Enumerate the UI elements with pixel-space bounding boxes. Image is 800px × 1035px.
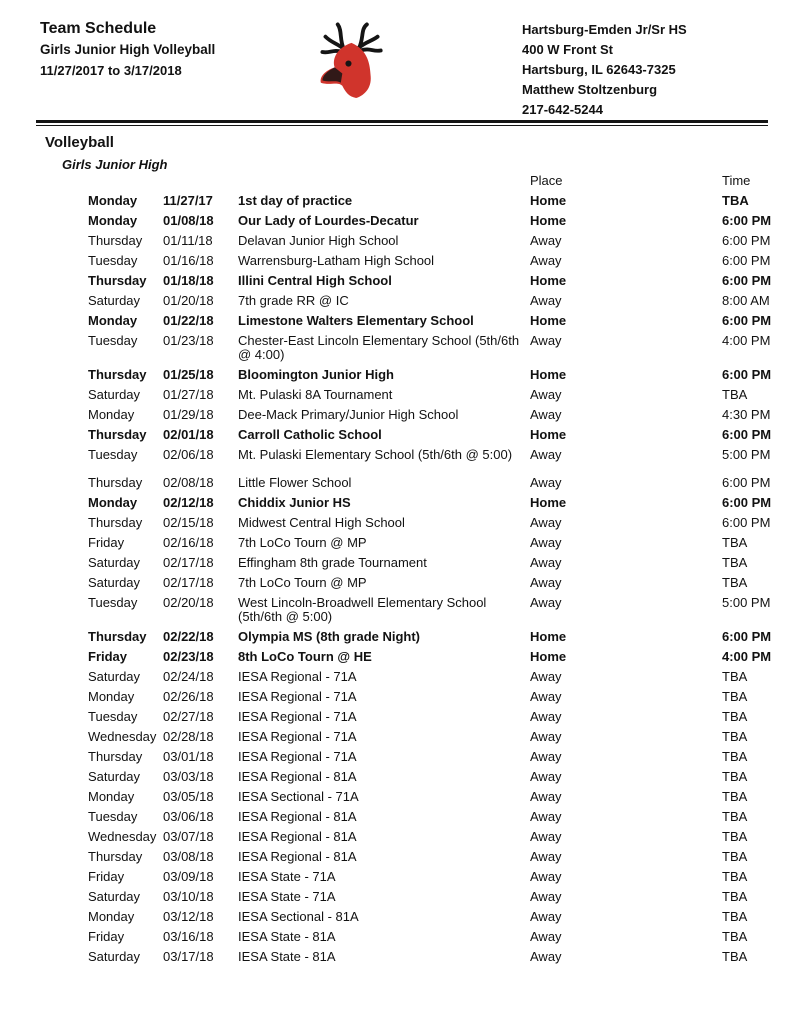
cell-place: Home	[530, 648, 567, 664]
cell-time: 6:00 PM	[722, 426, 772, 442]
cell-day: Wednesday	[88, 728, 157, 744]
cell-day: Saturday	[88, 575, 141, 590]
cell-time: 6:00 PM	[722, 233, 771, 248]
schedule-row	[0, 690, 800, 704]
cell-place: Away	[530, 575, 562, 590]
table-header	[0, 174, 800, 188]
cell-date: 01/27/18	[163, 386, 214, 402]
cell-opponent: IESA Regional - 81A	[238, 768, 357, 784]
cell-time: TBA	[722, 888, 748, 904]
schedule-row	[0, 870, 800, 884]
cell-date: 01/22/18	[163, 313, 214, 328]
schedule-row	[0, 368, 800, 382]
schedule-row	[0, 790, 800, 804]
cell-day: Wednesday	[88, 828, 157, 844]
cell-place: Away	[530, 535, 562, 550]
cell-day: Thursday	[88, 475, 143, 490]
cell-opponent: Limestone Walters Elementary School	[238, 313, 474, 328]
cell-opponent: Chester-East Lincoln Elementary School (5th/6th @ 4:00)	[238, 333, 520, 362]
cell-opponent: 8th LoCo Tourn @ HE	[238, 648, 372, 664]
schedule-row	[0, 274, 800, 288]
cell-place: Away	[530, 293, 562, 308]
date-range: 11/27/2017 to 3/17/2018	[40, 63, 182, 78]
cell-opponent: Mt. Pulaski 8A Tournament	[238, 386, 393, 402]
cell-opponent: Carroll Catholic School	[238, 426, 382, 442]
schedule-row	[0, 890, 800, 904]
cell-time: TBA	[722, 386, 748, 402]
cell-time: TBA	[722, 668, 748, 684]
cell-time: 5:00 PM	[722, 595, 771, 610]
cell-time: 6:00 PM	[722, 366, 772, 382]
cell-time: 6:00 PM	[722, 475, 771, 490]
cell-place: Away	[530, 908, 562, 924]
cell-time: 6:00 PM	[722, 313, 772, 328]
cell-day: Monday	[88, 788, 135, 804]
cell-date: 01/16/18	[163, 253, 214, 268]
cell-date: 01/11/18	[163, 233, 213, 248]
cell-day: Thursday	[88, 366, 147, 382]
schedule-row	[0, 388, 800, 402]
cell-time: TBA	[722, 193, 749, 208]
school-name: Hartsburg-Emden Jr/Sr HS	[522, 22, 687, 37]
cell-date: 02/16/18	[163, 535, 214, 550]
schedule-row	[0, 630, 800, 644]
cell-time: TBA	[722, 788, 748, 804]
cell-day: Friday	[88, 648, 128, 664]
cell-time: TBA	[722, 688, 748, 704]
cell-place: Away	[530, 708, 562, 724]
cell-date: 02/28/18	[163, 728, 214, 744]
cell-day: Thursday	[88, 515, 143, 530]
cell-time: TBA	[722, 948, 748, 964]
cell-opponent: IESA Regional - 71A	[238, 708, 357, 724]
header-divider	[36, 120, 768, 126]
cell-opponent: 7th LoCo Tourn @ MP	[238, 575, 367, 590]
cell-day: Tuesday	[88, 708, 138, 724]
cell-day: Friday	[88, 928, 125, 944]
schedule-row	[0, 810, 800, 824]
school-address1: 400 W Front St	[522, 42, 614, 57]
cell-opponent: Our Lady of Lourdes-Decatur	[238, 213, 419, 228]
schedule-row	[0, 408, 800, 422]
cell-day: Saturday	[88, 555, 141, 570]
schedule-row	[0, 234, 800, 248]
time-header: Time	[722, 173, 751, 188]
cell-opponent: Warrensburg-Latham High School	[238, 253, 435, 268]
cell-day: Thursday	[88, 233, 143, 248]
schedule-row	[0, 650, 800, 664]
cell-time: 6:00 PM	[722, 273, 772, 288]
cell-place: Away	[530, 788, 562, 804]
cell-day: Monday	[88, 313, 138, 328]
cell-opponent: 1st day of practice	[238, 193, 353, 208]
cell-date: 03/08/18	[163, 848, 214, 864]
cell-place: Away	[530, 768, 562, 784]
cell-date: 03/09/18	[163, 868, 214, 884]
cell-date: 03/17/18	[163, 948, 214, 964]
cell-opponent: Delavan Junior High School	[238, 233, 399, 248]
cell-date: 01/18/18	[163, 273, 214, 288]
schedule-row	[0, 476, 800, 490]
cell-day: Monday	[88, 688, 135, 704]
schedule-table	[0, 174, 800, 970]
cell-day: Saturday	[88, 668, 141, 684]
cell-place: Away	[530, 475, 562, 490]
schedule-row	[0, 710, 800, 724]
cell-place: Away	[530, 828, 562, 844]
cell-day: Thursday	[88, 273, 147, 288]
cell-time: TBA	[722, 575, 748, 590]
cell-opponent: IESA Sectional - 81A	[238, 908, 359, 924]
cell-place: Away	[530, 668, 562, 684]
schedule-row	[0, 930, 800, 944]
cell-date: 03/03/18	[163, 768, 214, 784]
cell-day: Thursday	[88, 426, 147, 442]
schedule-row	[0, 254, 800, 268]
cell-place: Home	[530, 213, 567, 228]
schedule-row	[0, 750, 800, 764]
cell-place: Away	[530, 595, 562, 610]
schedule-row	[0, 334, 800, 361]
cell-opponent: IESA Regional - 71A	[238, 688, 357, 704]
schedule-row	[0, 556, 800, 570]
cell-time: 6:00 PM	[722, 628, 772, 644]
cell-day: Saturday	[88, 768, 141, 784]
cell-time: 6:00 PM	[722, 515, 771, 530]
schedule-row	[0, 214, 800, 228]
cell-place: Home	[530, 313, 567, 328]
cell-date: 03/10/18	[163, 888, 214, 904]
cell-day: Monday	[88, 406, 135, 422]
schedule-row	[0, 516, 800, 530]
cell-opponent: Illini Central High School	[238, 273, 392, 288]
cell-date: 02/23/18	[163, 648, 214, 664]
place-header: Place	[530, 173, 563, 188]
stag-mascot-logo	[300, 12, 400, 112]
cell-time: TBA	[722, 748, 748, 764]
schedule-row	[0, 850, 800, 864]
cell-time: TBA	[722, 808, 748, 824]
team-title: Girls Junior High	[62, 157, 168, 172]
cell-opponent: IESA State - 71A	[238, 868, 336, 884]
cell-place: Away	[530, 808, 562, 824]
cell-day: Friday	[88, 535, 125, 550]
cell-place: Away	[530, 688, 562, 704]
cell-place: Away	[530, 253, 562, 268]
schedule-row	[0, 576, 800, 590]
cell-time: 8:00 AM	[722, 293, 770, 308]
cell-date: 02/15/18	[163, 515, 214, 530]
cell-opponent: Midwest Central High School	[238, 515, 405, 530]
cell-place: Away	[530, 728, 562, 744]
schedule-row	[0, 294, 800, 308]
schedule-row	[0, 428, 800, 442]
cell-place: Away	[530, 406, 562, 422]
cell-place: Home	[530, 193, 567, 208]
schedule-row	[0, 596, 800, 623]
spacer	[88, 174, 163, 188]
contact-phone: 217-642-5244	[522, 102, 603, 117]
cell-place: Away	[530, 446, 562, 462]
cell-opponent: IESA Regional - 71A	[238, 668, 357, 684]
cell-date: 03/16/18	[163, 928, 214, 944]
cell-opponent: Dee-Mack Primary/Junior High School	[238, 406, 459, 422]
cell-day: Monday	[88, 908, 135, 924]
cell-time: TBA	[722, 908, 748, 924]
schedule-row	[0, 910, 800, 924]
cell-day: Tuesday	[88, 808, 138, 824]
schedule-row	[0, 448, 800, 462]
cell-time: 5:00 PM	[722, 446, 771, 462]
spacer	[238, 174, 530, 188]
cell-time: 6:00 PM	[722, 495, 772, 510]
cell-date: 03/01/18	[163, 748, 214, 764]
cell-opponent: Mt. Pulaski Elementary School (5th/6th @ 5:00)	[238, 446, 513, 462]
cell-day: Tuesday	[88, 595, 138, 610]
cell-day: Saturday	[88, 888, 141, 904]
cell-opponent: IESA Sectional - 71A	[238, 788, 359, 804]
schedule-row	[0, 830, 800, 844]
cell-opponent: Olympia MS (8th grade Night)	[238, 628, 421, 644]
school-info	[522, 20, 687, 120]
cell-time: TBA	[722, 868, 748, 884]
cell-date: 02/24/18	[163, 668, 214, 684]
cell-place: Away	[530, 555, 562, 570]
cell-time: TBA	[722, 828, 748, 844]
schedule-row	[0, 496, 800, 510]
cell-opponent: Chiddix Junior HS	[238, 495, 351, 510]
cell-place: Home	[530, 273, 567, 288]
cell-date: 11/27/17	[163, 193, 213, 208]
cell-date: 01/25/18	[163, 366, 214, 382]
cell-time: TBA	[722, 555, 748, 570]
schedule-row	[0, 730, 800, 744]
cell-date: 02/08/18	[163, 475, 214, 490]
cell-date: 02/27/18	[163, 708, 214, 724]
cell-day: Thursday	[88, 848, 143, 864]
cell-day: Tuesday	[88, 333, 138, 348]
page-title: Team Schedule	[40, 20, 157, 37]
cell-place: Away	[530, 888, 562, 904]
cell-opponent: IESA Regional - 81A	[238, 848, 357, 864]
cell-place: Away	[530, 748, 562, 764]
cell-date: 02/26/18	[163, 688, 214, 704]
cell-opponent: Bloomington Junior High	[238, 366, 394, 382]
cell-opponent: 7th grade RR @ IC	[238, 293, 349, 308]
cell-time: TBA	[722, 708, 748, 724]
cell-place: Home	[530, 366, 567, 382]
cell-place: Away	[530, 848, 562, 864]
cell-time: 6:00 PM	[722, 213, 772, 228]
cell-date: 02/22/18	[163, 628, 214, 644]
cell-opponent: IESA State - 81A	[238, 948, 336, 964]
cell-day: Thursday	[88, 748, 143, 764]
cell-time: 4:00 PM	[722, 333, 771, 348]
cell-place: Away	[530, 333, 562, 348]
cell-date: 03/07/18	[163, 828, 214, 844]
cell-day: Tuesday	[88, 253, 138, 268]
cell-day: Tuesday	[88, 446, 138, 462]
sport-title: Volleyball	[45, 134, 114, 151]
cell-day: Saturday	[88, 293, 141, 308]
cell-date: 02/17/18	[163, 555, 214, 570]
schedule-row	[0, 536, 800, 550]
cell-date: 03/05/18	[163, 788, 214, 804]
cell-place: Home	[530, 495, 567, 510]
cell-place: Away	[530, 928, 562, 944]
cell-date: 02/12/18	[163, 495, 214, 510]
schedule-row	[0, 950, 800, 964]
cell-opponent: 7th LoCo Tourn @ MP	[238, 535, 367, 550]
schedule-row	[0, 770, 800, 784]
cell-date: 01/20/18	[163, 293, 214, 308]
cell-time: 6:00 PM	[722, 253, 771, 268]
cell-time: TBA	[722, 768, 748, 784]
cell-time: TBA	[722, 728, 748, 744]
cell-date: 01/08/18	[163, 213, 214, 228]
team-subtitle: Girls Junior High Volleyball	[40, 42, 216, 57]
cell-day: Monday	[88, 213, 138, 228]
cell-opponent: IESA Regional - 71A	[238, 748, 357, 764]
cell-time: TBA	[722, 928, 748, 944]
cell-opponent: Little Flower School	[238, 475, 352, 490]
cell-opponent: Effingham 8th grade Tournament	[238, 555, 427, 570]
cell-day: Saturday	[88, 386, 141, 402]
cell-date: 02/17/18	[163, 575, 214, 590]
cell-place: Home	[530, 426, 567, 442]
cell-day: Friday	[88, 868, 125, 884]
cell-time: 4:30 PM	[722, 406, 771, 422]
cell-place: Away	[530, 386, 562, 402]
cell-time: TBA	[722, 848, 748, 864]
cell-opponent: IESA Regional - 71A	[238, 728, 357, 744]
cell-opponent: IESA Regional - 81A	[238, 808, 357, 824]
school-address2: Hartsburg, IL 62643-7325	[522, 62, 676, 77]
contact-name: Matthew Stoltzenburg	[522, 82, 658, 97]
cell-place: Away	[530, 868, 562, 884]
cell-opponent: West Lincoln-Broadwell Elementary School (5th/6th @ 5:00)	[238, 595, 487, 624]
cell-date: 02/20/18	[163, 595, 214, 610]
cell-opponent: IESA State - 81A	[238, 928, 336, 944]
cell-day: Monday	[88, 495, 138, 510]
cell-opponent: IESA State - 71A	[238, 888, 336, 904]
stag-icon	[304, 19, 396, 105]
cell-date: 01/23/18	[163, 333, 214, 348]
spacer	[163, 174, 238, 188]
cell-day: Thursday	[88, 628, 147, 644]
schedule-row	[0, 314, 800, 328]
schedule-row	[0, 670, 800, 684]
cell-date: 02/01/18	[163, 426, 214, 442]
cell-opponent: IESA Regional - 81A	[238, 828, 357, 844]
schedule-row	[0, 194, 800, 208]
header-left	[40, 18, 215, 81]
cell-day: Saturday	[88, 948, 141, 964]
cell-day: Monday	[88, 193, 138, 208]
cell-date: 03/12/18	[163, 908, 214, 924]
cell-place: Home	[530, 628, 567, 644]
cell-date: 03/06/18	[163, 808, 214, 824]
cell-date: 01/29/18	[163, 406, 214, 422]
cell-time: TBA	[722, 535, 748, 550]
schedule-rows	[0, 194, 800, 963]
cell-time: 4:00 PM	[722, 648, 772, 664]
cell-place: Away	[530, 948, 562, 964]
cell-place: Away	[530, 515, 562, 530]
cell-place: Away	[530, 233, 562, 248]
cell-date: 02/06/18	[163, 446, 214, 462]
